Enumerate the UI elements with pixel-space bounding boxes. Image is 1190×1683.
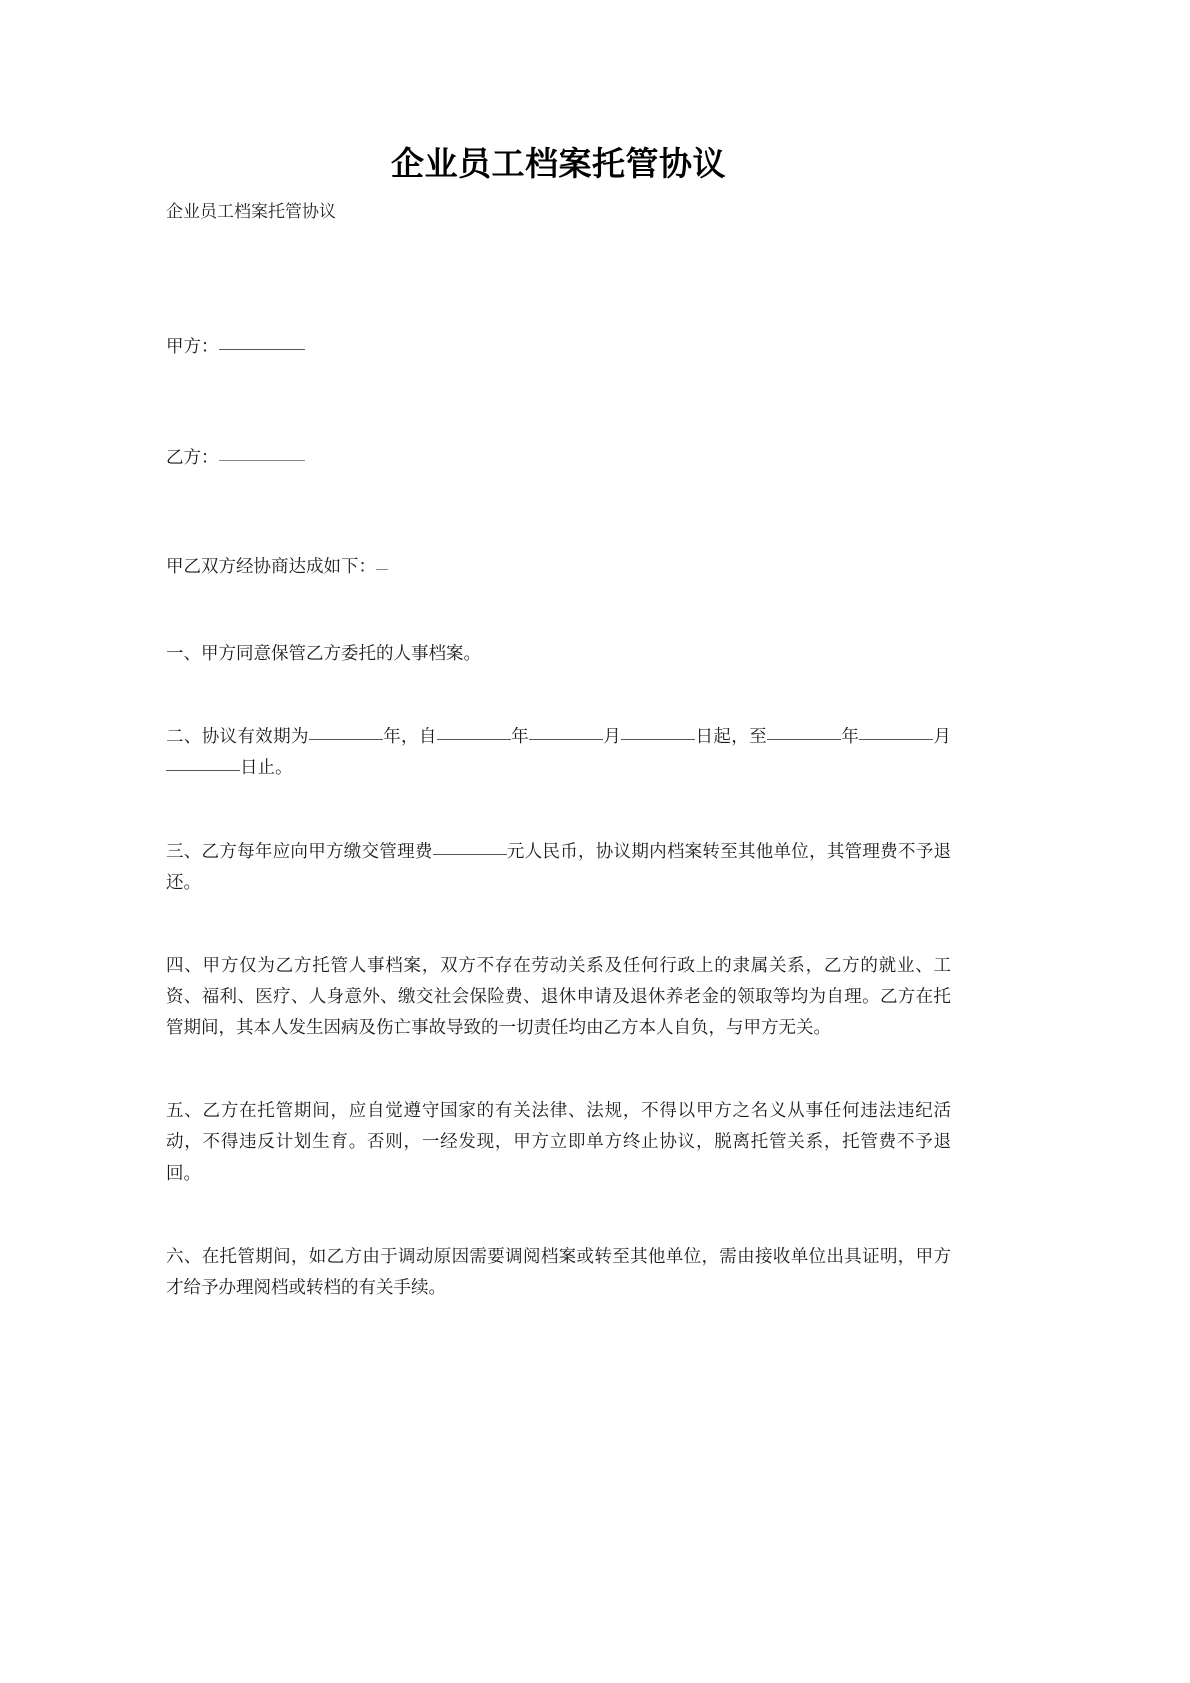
clause-two-blank-start-year[interactable] <box>437 722 511 741</box>
spacer-before-clause-one <box>166 583 951 639</box>
spacer-before-clause-six <box>166 1190 951 1242</box>
party-a-line <box>166 332 951 363</box>
spacer-before-intro <box>166 474 951 552</box>
spacer-before-party-a <box>166 226 951 332</box>
clause-two-seg5: 日起，至 <box>695 727 767 748</box>
clause-four: 四、甲方仅为乙方托管人事档案，双方不存在劳动关系及任何行政上的隶属关系，乙方的就业、工资、福利、医疗、人身意外、缴交社会保险费、退休申请及退休养老金的领取等均为自理。乙方在托管期间，其本人发生因病及伤亡事故导致的一切责任均由乙方本人自负，与甲方无关。 <box>166 955 951 1039</box>
party-a-blank[interactable] <box>219 331 305 350</box>
clause-two <box>166 722 951 784</box>
clause-two-seg7: 月 <box>933 727 952 748</box>
document-subtitle: 企业员工档案托管协议 <box>166 202 336 223</box>
clause-two-seg8: 日止。 <box>240 758 293 779</box>
party-a-label: 甲方： <box>166 336 219 357</box>
page-title: 企业员工档案托管协议 <box>391 144 726 183</box>
intro-line <box>166 552 951 583</box>
clause-two-blank-start-day[interactable] <box>621 722 695 741</box>
spacer-before-clause-two <box>166 670 951 722</box>
clause-two-blank-years[interactable] <box>309 722 383 741</box>
spacer-between-parties <box>166 363 951 443</box>
intro-blank[interactable] <box>376 552 388 571</box>
party-b-label: 乙方： <box>166 447 219 468</box>
spacer-before-clause-three <box>166 785 951 837</box>
clause-two-blank-end-year[interactable] <box>767 722 841 741</box>
spacer-before-clause-four <box>166 899 951 951</box>
document-body <box>166 0 951 1304</box>
clause-three-seg1: 三、乙方每年应向甲方缴交管理费 <box>166 841 433 862</box>
clause-three-seg2: 元人民币，协议期内档案转至其他单位，其管理费不予退还。 <box>166 841 951 893</box>
clause-two-blank-end-month[interactable] <box>859 722 933 741</box>
spacer-before-clause-five <box>166 1044 951 1096</box>
clause-two-blank-end-day[interactable] <box>166 753 240 772</box>
clause-two-seg2: 年，自 <box>382 727 437 748</box>
intro-text: 甲乙双方经协商达成如下： <box>166 557 376 578</box>
clause-two-seg3: 年 <box>510 727 529 748</box>
clause-two-seg6: 年 <box>840 727 860 748</box>
clause-three-blank-fee[interactable] <box>433 836 507 855</box>
clause-six: 六、在托管期间，如乙方由于调动原因需要调阅档案或转至其他单位，需由接收单位出具证明，甲方才给予办理阅档或转档的有关手续。 <box>166 1246 951 1298</box>
clause-one: 一、甲方同意保管乙方委托的人事档案。 <box>166 644 481 665</box>
party-b-line <box>166 443 951 474</box>
clause-two-seg1: 二、协议有效期为 <box>166 727 309 748</box>
clause-three <box>166 837 951 899</box>
clause-two-seg4: 月 <box>602 727 622 748</box>
party-b-blank[interactable] <box>219 442 305 461</box>
clause-five: 五、乙方在托管期间，应自觉遵守国家的有关法律、法规，不得以甲方之名义从事任何违法违纪活动，不得违反计划生育。否则，一经发现，甲方立即单方终止协议，脱离托管关系，托管费不予退回。 <box>166 1101 951 1184</box>
clause-two-blank-start-month[interactable] <box>529 722 603 741</box>
